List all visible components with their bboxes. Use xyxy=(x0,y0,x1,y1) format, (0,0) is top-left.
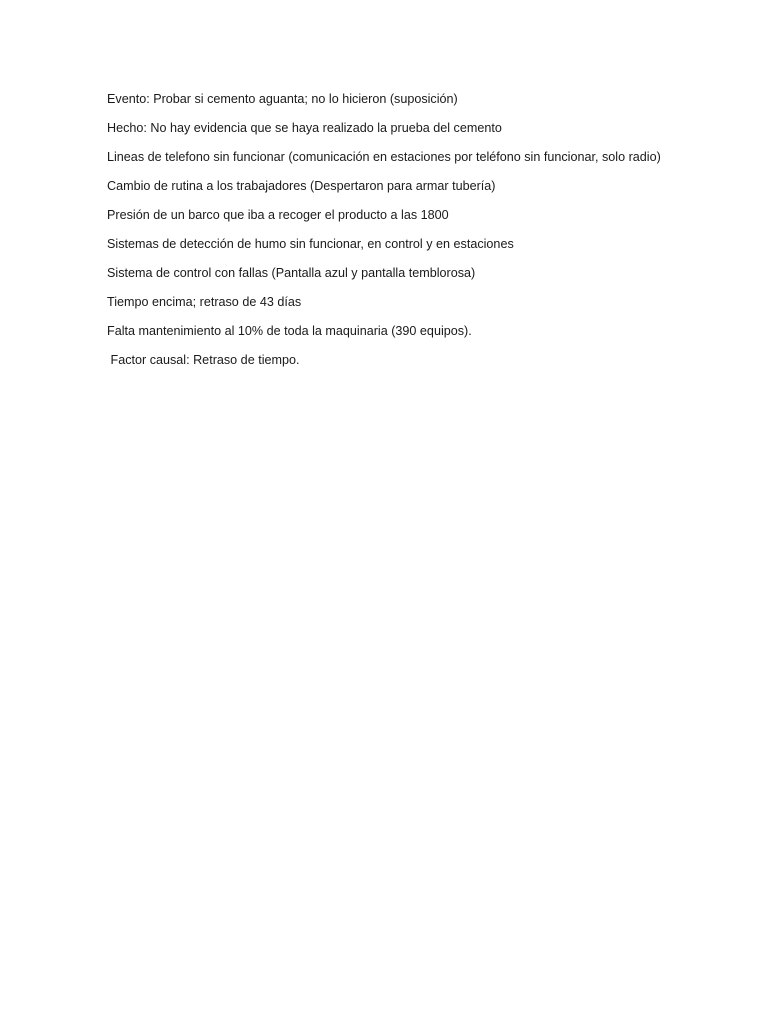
paragraph-tiempo-encima: Tiempo encima; retraso de 43 días xyxy=(107,295,302,309)
paragraph-falta-mantenimiento: Falta mantenimiento al 10% de toda la maquinaria (390 equipos). xyxy=(107,324,472,338)
paragraph-lineas-telefono: Lineas de telefono sin funcionar (comunicación en estaciones por teléfono sin funcionar, solo radio) xyxy=(107,150,661,164)
paragraph-factor-causal: Factor causal: Retraso de tiempo. xyxy=(107,353,300,367)
paragraph-deteccion-humo: Sistemas de detección de humo sin funcionar, en control y en estaciones xyxy=(107,237,514,251)
paragraph-evento: Evento: Probar si cemento aguanta; no lo hicieron (suposición) xyxy=(107,92,458,106)
paragraph-sistema-control: Sistema de control con fallas (Pantalla azul y pantalla temblorosa) xyxy=(107,266,476,280)
paragraph-hecho: Hecho: No hay evidencia que se haya realizado la prueba del cemento xyxy=(107,121,502,135)
paragraph-presion-barco: Presión de un barco que iba a recoger el producto a las 1800 xyxy=(107,208,449,222)
paragraph-cambio-rutina: Cambio de rutina a los trabajadores (Despertaron para armar tubería) xyxy=(107,179,496,193)
document-body xyxy=(107,90,667,380)
